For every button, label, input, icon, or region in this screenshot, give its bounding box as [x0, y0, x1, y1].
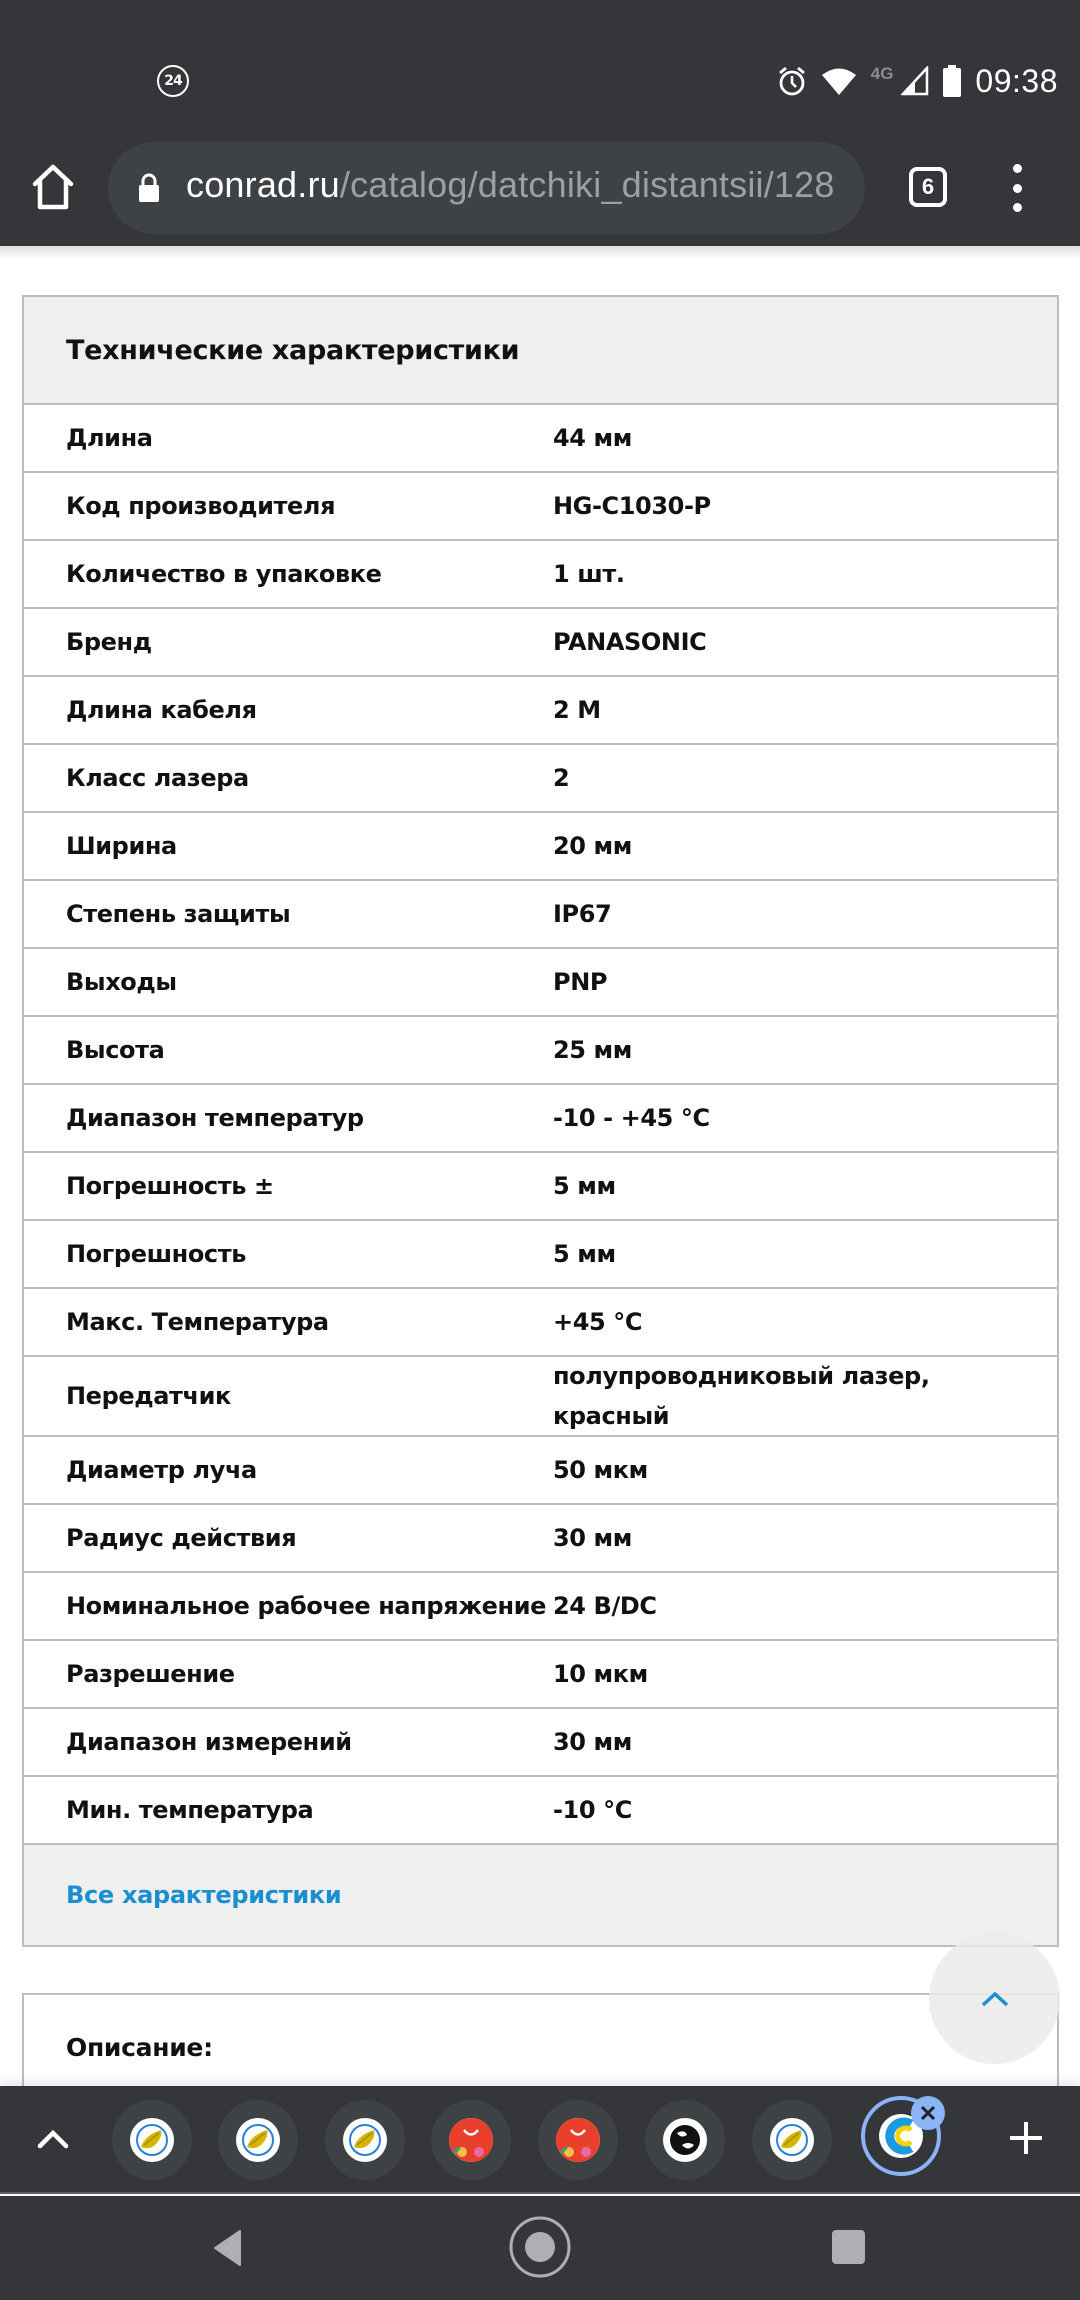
- battery-icon: [943, 65, 961, 97]
- yellow-drill-icon: [236, 2118, 280, 2162]
- spec-label: Выходы: [66, 968, 177, 996]
- home-icon[interactable]: [30, 162, 76, 212]
- spec-row: [24, 1641, 1057, 1709]
- spec-row: [24, 541, 1057, 609]
- spec-value: 44 мм: [553, 424, 632, 452]
- notification-badge: 24: [157, 65, 189, 97]
- back-icon[interactable]: [212, 2229, 242, 2267]
- spec-row: [24, 473, 1057, 541]
- recents-icon[interactable]: [832, 2230, 865, 2264]
- spec-label: Радиус действия: [66, 1524, 297, 1552]
- spec-row: [24, 405, 1057, 473]
- spec-value: 5 мм: [553, 1172, 616, 1200]
- description-title: Описание:: [66, 2033, 213, 2062]
- spec-value: 30 мм: [553, 1728, 632, 1756]
- tab-switcher-button[interactable]: 6: [909, 167, 947, 207]
- scroll-to-top-button[interactable]: [929, 1933, 1060, 2064]
- tab-item[interactable]: [645, 2100, 725, 2180]
- spec-value: 1 шт.: [553, 560, 625, 588]
- spec-row: [24, 949, 1057, 1017]
- spec-label: Высота: [66, 1036, 165, 1064]
- globe-icon: [663, 2118, 707, 2162]
- alarm-icon: [777, 65, 807, 97]
- spec-row: [24, 1777, 1057, 1845]
- spec-label: Степень защиты: [66, 900, 291, 928]
- spec-value: -10 - +45 °C: [553, 1104, 710, 1132]
- url-text[interactable]: [186, 164, 835, 206]
- spec-row: [24, 1505, 1057, 1573]
- spec-row: [24, 1709, 1057, 1777]
- spec-label: Мин. температура: [66, 1796, 314, 1824]
- spec-label: Разрешение: [66, 1660, 235, 1688]
- spec-label: Длина: [66, 424, 153, 452]
- spec-value: HG-C1030-P: [553, 492, 711, 520]
- spec-row: [24, 745, 1057, 813]
- spec-row: [24, 1573, 1057, 1641]
- yellow-drill-icon: [343, 2118, 387, 2162]
- more-vert-icon[interactable]: [1008, 164, 1026, 212]
- specs-title: Технические характеристики: [66, 334, 520, 366]
- spec-value: +45 °C: [553, 1308, 643, 1336]
- clock: 09:38: [975, 62, 1058, 99]
- spec-row: [24, 1085, 1057, 1153]
- spec-value: 5 мм: [553, 1240, 616, 1268]
- spec-label: Код производителя: [66, 492, 336, 520]
- spec-row: [24, 1153, 1057, 1221]
- url-path: /catalog/datchiki_distantsii/128: [339, 164, 835, 205]
- spec-label: Номинальное рабочее напряжение: [66, 1592, 547, 1620]
- spec-value: PNP: [553, 968, 608, 996]
- home-button-icon[interactable]: [508, 2214, 572, 2280]
- spec-label: Бренд: [66, 628, 152, 656]
- spec-row: [24, 881, 1057, 949]
- new-tab-icon[interactable]: [1008, 2120, 1044, 2156]
- spec-row: [24, 677, 1057, 745]
- spec-value: 2: [553, 764, 570, 792]
- spec-label: Погрешность ±: [66, 1172, 274, 1200]
- tab-item[interactable]: [752, 2100, 832, 2180]
- tab-item[interactable]: [218, 2100, 298, 2180]
- spec-label: Количество в упаковке: [66, 560, 382, 588]
- chevron-up-icon[interactable]: [36, 2122, 70, 2156]
- spec-value: 25 мм: [553, 1036, 632, 1064]
- spec-label: Погрешность: [66, 1240, 247, 1268]
- spec-row: [24, 609, 1057, 677]
- signal-icon: [901, 66, 929, 96]
- close-icon: [920, 2105, 936, 2121]
- close-tab-button[interactable]: [911, 2096, 945, 2130]
- tab-item[interactable]: [112, 2100, 192, 2180]
- spec-row: [24, 1289, 1057, 1357]
- spec-value: 50 мкм: [553, 1456, 648, 1484]
- aliexpress-icon: [556, 2118, 600, 2162]
- spec-value: -10 °C: [553, 1796, 632, 1824]
- url-domain: conrad.ru: [186, 164, 340, 205]
- yellow-drill-icon: [770, 2118, 814, 2162]
- spec-label: Ширина: [66, 832, 177, 860]
- address-bar[interactable]: [108, 142, 865, 234]
- spec-value: IP67: [553, 900, 612, 928]
- spec-value: полупроводниковый лазер, красный: [553, 1362, 930, 1430]
- specs-rows: [24, 405, 1057, 1845]
- spec-row: [24, 1017, 1057, 1085]
- spec-label: Передатчик: [66, 1382, 231, 1410]
- spec-label: Диапазон измерений: [66, 1728, 352, 1756]
- status-icons: [777, 56, 1058, 106]
- browser-toolbar: [0, 132, 1080, 246]
- all-specs-link[interactable]: Все характеристики: [66, 1881, 342, 1909]
- spec-value: PANASONIC: [553, 628, 707, 656]
- specs-footer: [24, 1845, 1057, 1945]
- chevron-up-icon: [981, 1991, 1009, 2007]
- spec-row: [24, 1221, 1057, 1289]
- spec-row: [24, 1437, 1057, 1505]
- status-bar: [0, 0, 1080, 132]
- tab-item[interactable]: [538, 2100, 618, 2180]
- spec-label: Диаметр луча: [66, 1456, 257, 1484]
- yellow-drill-icon: [130, 2118, 174, 2162]
- spec-label: Диапазон температур: [66, 1104, 364, 1132]
- specs-table: [22, 295, 1059, 1947]
- spec-value: 2 М: [553, 696, 601, 724]
- lock-icon: [138, 173, 160, 203]
- network-type: 4G: [870, 64, 894, 83]
- tab-item[interactable]: [431, 2100, 511, 2180]
- spec-row: [24, 1357, 1057, 1437]
- toolbar-shadow: [0, 246, 1080, 260]
- spec-value: 24 В/DC: [553, 1592, 657, 1620]
- specs-header: [24, 297, 1057, 405]
- aliexpress-icon: [449, 2118, 493, 2162]
- spec-label: Макс. Температура: [66, 1308, 329, 1336]
- system-nav-bar: [0, 2196, 1080, 2300]
- spec-value: 30 мм: [553, 1524, 632, 1552]
- wifi-icon: [821, 66, 857, 96]
- spec-value: 10 мкм: [553, 1660, 648, 1688]
- spec-label: Длина кабеля: [66, 696, 257, 724]
- spec-row: [24, 813, 1057, 881]
- spec-value: 20 мм: [553, 832, 632, 860]
- spec-label: Класс лазера: [66, 764, 249, 792]
- tab-item[interactable]: [325, 2100, 405, 2180]
